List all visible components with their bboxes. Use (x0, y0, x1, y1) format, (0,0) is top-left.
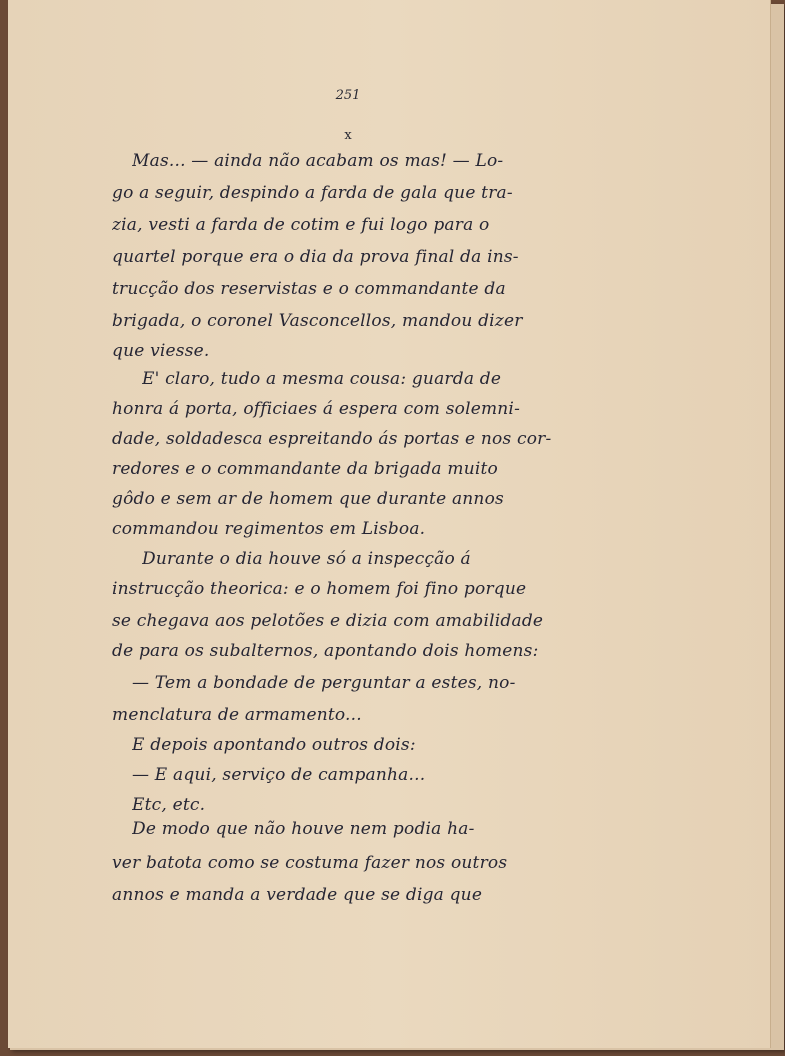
text-line: — Tem a bondade de perguntar a estes, no- (132, 673, 516, 693)
text-line: que viesse. (112, 341, 210, 361)
text-line: commandou regimentos em Lisboa. (112, 519, 426, 539)
text-line: redores e o commandante da brigada muito (112, 459, 498, 479)
text-line: zia, vesti a farda de cotim e fui logo para o (112, 215, 490, 235)
text-line: Etc, etc. (132, 795, 206, 815)
text-line: dade, soldadesca espreitando ás portas e nos cor- (112, 429, 552, 449)
text-line: quartel porque era o dia da prova final da ins- (112, 247, 519, 267)
text-line: gôdo e sem ar de homem que durante annos (112, 489, 504, 509)
text-line: se chegava aos pelotões e dizia com amabilidade (112, 611, 544, 631)
text-line: Mas... — ainda não acabam os mas! — Lo- (132, 151, 504, 171)
text-line: E depois apontando outros dois: (132, 735, 416, 755)
text-line: menclatura de armamento... (112, 705, 362, 725)
text-line: E' claro, tudo a mesma cousa: guarda de (142, 369, 502, 389)
text-line: Durante o dia houve só a inspecção á (142, 549, 471, 569)
text-line: de para os subalternos, apontando dois homens: (112, 641, 539, 661)
text-line: brigada, o coronel Vasconcellos, mandou dizer (112, 311, 523, 331)
text-line: honra á porta, officiaes á espera com solemni- (112, 399, 521, 419)
text-line: ver batota como se costuma fazer nos outros (112, 853, 508, 873)
section-mark: x (344, 128, 352, 143)
text-line: trucção dos reservistas e o commandante da (112, 279, 506, 299)
text-line: go a seguir, despindo a farda de gala que tra- (112, 183, 513, 203)
text-line: De modo que não houve nem podia ha- (132, 819, 475, 839)
page-number: 251 (335, 88, 361, 103)
text-line: — E aqui, serviço de campanha... (132, 765, 426, 785)
manuscript-page (8, 0, 771, 1048)
text-line: instrucção theorica: e o homem foi fino porque (112, 579, 527, 599)
text-line: annos e manda a verdade que se diga que (112, 885, 483, 905)
